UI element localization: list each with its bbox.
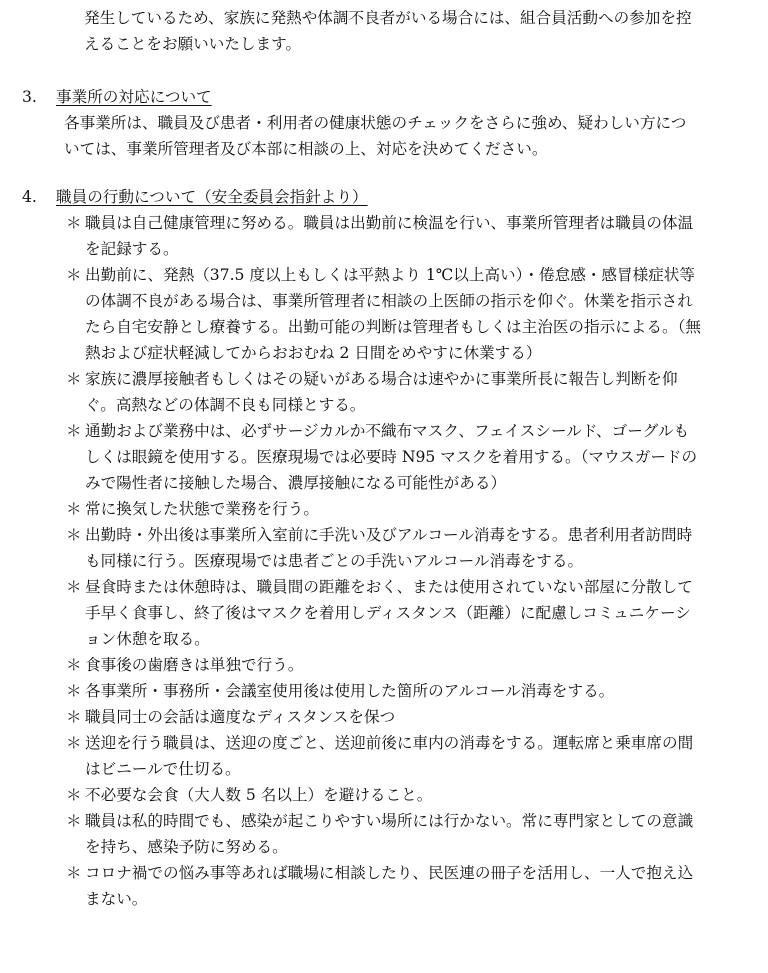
list-item-text: 出勤前に、発熱（37.5 度以上もしくは平熱より 1℃以上高い）・倦怠感・感冒様症状等 xyxy=(85,266,695,284)
list-item-continuation: まない。 xyxy=(85,890,148,908)
list-item xyxy=(66,522,692,548)
list-item xyxy=(66,418,689,444)
bullet-mark: ＊ xyxy=(66,500,82,518)
list-item xyxy=(66,808,693,834)
bullet-mark: ＊ xyxy=(66,422,82,440)
bullet-mark: ＊ xyxy=(66,656,82,674)
section-3-line: いては、事業所管理者及び本部に相談の上、対応を決めてください。 xyxy=(64,140,548,158)
list-item-text: 職員は自己健康管理に努める。職員は出勤前に検温を行い、事業所管理者は職員の体温 xyxy=(85,214,694,232)
bullet-mark: ＊ xyxy=(66,578,82,596)
bullet-mark: ＊ xyxy=(66,864,82,882)
bullet-mark: ＊ xyxy=(66,682,82,700)
section-3-number: 3. xyxy=(22,88,37,106)
list-item-text: 不必要な会食（大人数 5 名以上）を避けること。 xyxy=(85,786,433,804)
list-item xyxy=(66,262,695,288)
list-item xyxy=(66,210,693,236)
list-item xyxy=(66,574,693,600)
list-item-continuation: たら自宅安静とし療養する。出勤可能の判断は管理者もしくは主治医の指示による。（無 xyxy=(85,318,701,336)
list-item xyxy=(66,652,303,678)
section-4-title: 職員の行動について（安全委員会指針より） xyxy=(56,188,368,206)
bullet-mark: ＊ xyxy=(66,266,82,284)
list-item-continuation: ぐ。高熱などの体調不良も同様とする。 xyxy=(85,396,366,414)
list-item xyxy=(66,860,693,886)
list-item-text: 出勤時・外出後は事業所入室前に手洗い及びアルコール消毒をする。患者利用者訪問時 xyxy=(85,526,693,544)
list-item-text: 家族に濃厚接触者もしくはその疑いがある場合は速やかに事業所長に報告し判断を仰 xyxy=(85,370,678,388)
list-item-continuation: を持ち、感染予防に努める。 xyxy=(85,838,288,856)
list-item xyxy=(66,678,614,704)
list-item-continuation: 手早く食事し、終了後はマスクを着用しディスタンス（距離）に配慮しコミュニケーシ xyxy=(85,604,691,622)
list-item-continuation: も同様に行う。医療現場では患者ごとの手洗いアルコール消毒をする。 xyxy=(85,552,584,570)
list-item-continuation: 熱および症状軽減してからおおむね 2 日間をめやすに休業する） xyxy=(85,344,542,362)
list-item xyxy=(66,366,678,392)
list-item xyxy=(66,782,432,808)
list-item-text: 送迎を行う職員は、送迎の度ごと、送迎前後に車内の消毒をする。運転席と乗車席の間 xyxy=(85,734,694,752)
list-item-text: 通勤および業務中は、必ずサージカルか不織布マスク、フェイスシールド、ゴーグルも xyxy=(85,422,690,440)
list-item-continuation: しくは眼鏡を使用する。医療現場では必要時 N95 マスクを着用する。（マウスガードの xyxy=(85,448,698,466)
list-item-continuation: を記録する。 xyxy=(85,240,179,258)
list-item-continuation: の体調不良がある場合は、事業所管理者に相談の上医師の指示を仰ぐ。休業を指示され xyxy=(85,292,693,310)
list-item-continuation: はビニールで仕切る。 xyxy=(85,760,241,778)
list-item-text: 職員同士の会話は適度なディスタンスを保つ xyxy=(85,708,396,726)
bullet-mark: ＊ xyxy=(66,526,82,544)
list-item-text: 昼食時または休憩時は、職員間の距離をおく、または使用されていない部屋に分散して xyxy=(85,578,693,596)
bullet-mark: ＊ xyxy=(66,214,82,232)
list-item-text: 常に換気した状態で業務を行う。 xyxy=(85,500,319,518)
bullet-mark: ＊ xyxy=(66,708,82,726)
list-item-continuation: みで陽性者に接触した場合、濃厚接触になる可能性がある） xyxy=(85,474,507,492)
bullet-mark: ＊ xyxy=(66,370,82,388)
list-item-text: 食事後の歯磨きは単独で行う。 xyxy=(85,656,304,674)
section-4-heading xyxy=(22,184,368,210)
list-item-text: 職員は私的時間でも、感染が起こりやすい場所には行かない。常に専門家としての意識 xyxy=(85,812,694,830)
section-3-title: 事業所の対応について xyxy=(56,88,212,106)
section-3-heading xyxy=(22,84,212,110)
bullet-mark: ＊ xyxy=(66,734,82,752)
list-item-continuation: ョン休憩を取る。 xyxy=(85,630,210,648)
bullet-mark: ＊ xyxy=(66,812,82,830)
bullet-mark: ＊ xyxy=(66,786,82,804)
list-item-text: 各事業所・事務所・会議室使用後は使用した箇所のアルコール消毒をする。 xyxy=(85,682,615,700)
list-item xyxy=(66,496,319,522)
intro-line: えることをお願いいたします。 xyxy=(84,35,302,53)
list-item-text: コロナ禍での悩み事等あれば職場に相談したり、民医連の冊子を活用し、一人で抱え込 xyxy=(85,864,694,882)
list-item xyxy=(66,730,693,756)
section-3-line: 各事業所は、職員及び患者・利用者の健康状態のチェックをさらに強め、疑わしい方につ xyxy=(64,114,687,132)
section-4-number: 4. xyxy=(22,188,37,206)
list-item xyxy=(66,704,395,730)
intro-line: 発生しているため、家族に発熱や体調不良者がいる場合には、組合員活動への参加を控 xyxy=(84,9,692,27)
